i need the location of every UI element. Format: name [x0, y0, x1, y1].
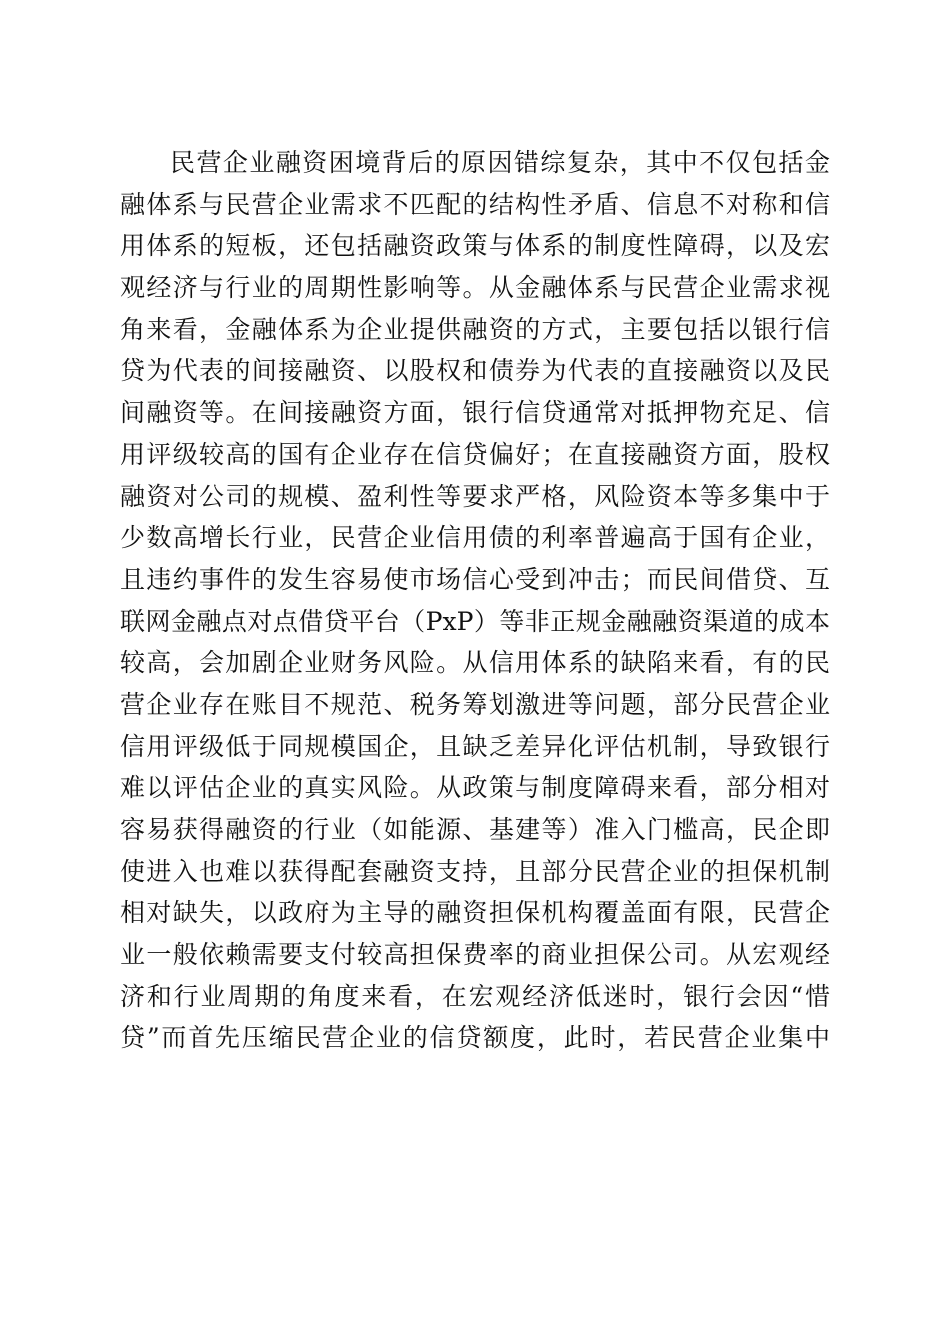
- paragraph-line: 信用评级低于同规模国企，且缺乏差异化评估机制，导致银行: [120, 731, 830, 761]
- body-paragraph: [120, 142, 830, 1059]
- paragraph-line: 且违约事件的发生容易使市场信心受到冲击；而民间借贷、互: [120, 564, 830, 594]
- paragraph-line: 济和行业周期的角度来看，在宏观经济低迷时，银行会因“惜: [120, 981, 830, 1011]
- paragraph-line: 较高，会加剧企业财务风险。从信用体系的缺陷来看，有的民: [120, 648, 830, 678]
- paragraph-line: 间融资等。在间接融资方面，银行信贷通常对抵押物充足、信: [120, 398, 830, 428]
- paragraph-line: 用评级较高的国有企业存在信贷偏好；在直接融资方面，股权: [120, 439, 830, 469]
- paragraph-line: 融资对公司的规模、盈利性等要求严格，风险资本等多集中于: [120, 481, 830, 511]
- paragraph-line: 观经济与行业的周期性影响等。从金融体系与民营企业需求视: [120, 273, 830, 303]
- paragraph-line: 少数高增长行业，民营企业信用债的利率普遍高于国有企业，: [120, 523, 830, 553]
- paragraph-line: 贷为代表的间接融资、以股权和债券为代表的直接融资以及民: [120, 356, 830, 386]
- paragraph-line: 相对缺失，以政府为主导的融资担保机构覆盖面有限，民营企: [120, 898, 830, 928]
- paragraph-line: 角来看，金融体系为企业提供融资的方式，主要包括以银行信: [120, 314, 830, 344]
- paragraph-line: 容易获得融资的行业（如能源、基建等）准入门槛高，民企即: [120, 815, 830, 844]
- paragraph-line: 民营企业融资困境背后的原因错综复杂，其中不仅包括金: [170, 148, 830, 177]
- paragraph-line: 业一般依赖需要支付较高担保费率的商业担保公司。从宏观经: [120, 940, 830, 970]
- paragraph-line: 联网金融点对点借贷平台（PxP）等非正规金融融资渠道的成本: [120, 606, 830, 636]
- paragraph-line: 用体系的短板，还包括融资政策与体系的制度性障碍，以及宏: [120, 231, 830, 261]
- paragraph-line: 贷”而首先压缩民营企业的信贷额度，此时，若民营企业集中: [120, 1023, 830, 1053]
- paragraph-line: 营企业存在账目不规范、税务筹划激进等问题，部分民营企业: [120, 689, 830, 719]
- paragraph-line: 难以评估企业的真实风险。从政策与制度障碍来看，部分相对: [120, 773, 830, 803]
- paragraph-line: 融体系与民营企业需求不匹配的结构性矛盾、信息不对称和信: [120, 189, 830, 219]
- paragraph-line: 使进入也难以获得配套融资支持，且部分民营企业的担保机制: [120, 856, 830, 886]
